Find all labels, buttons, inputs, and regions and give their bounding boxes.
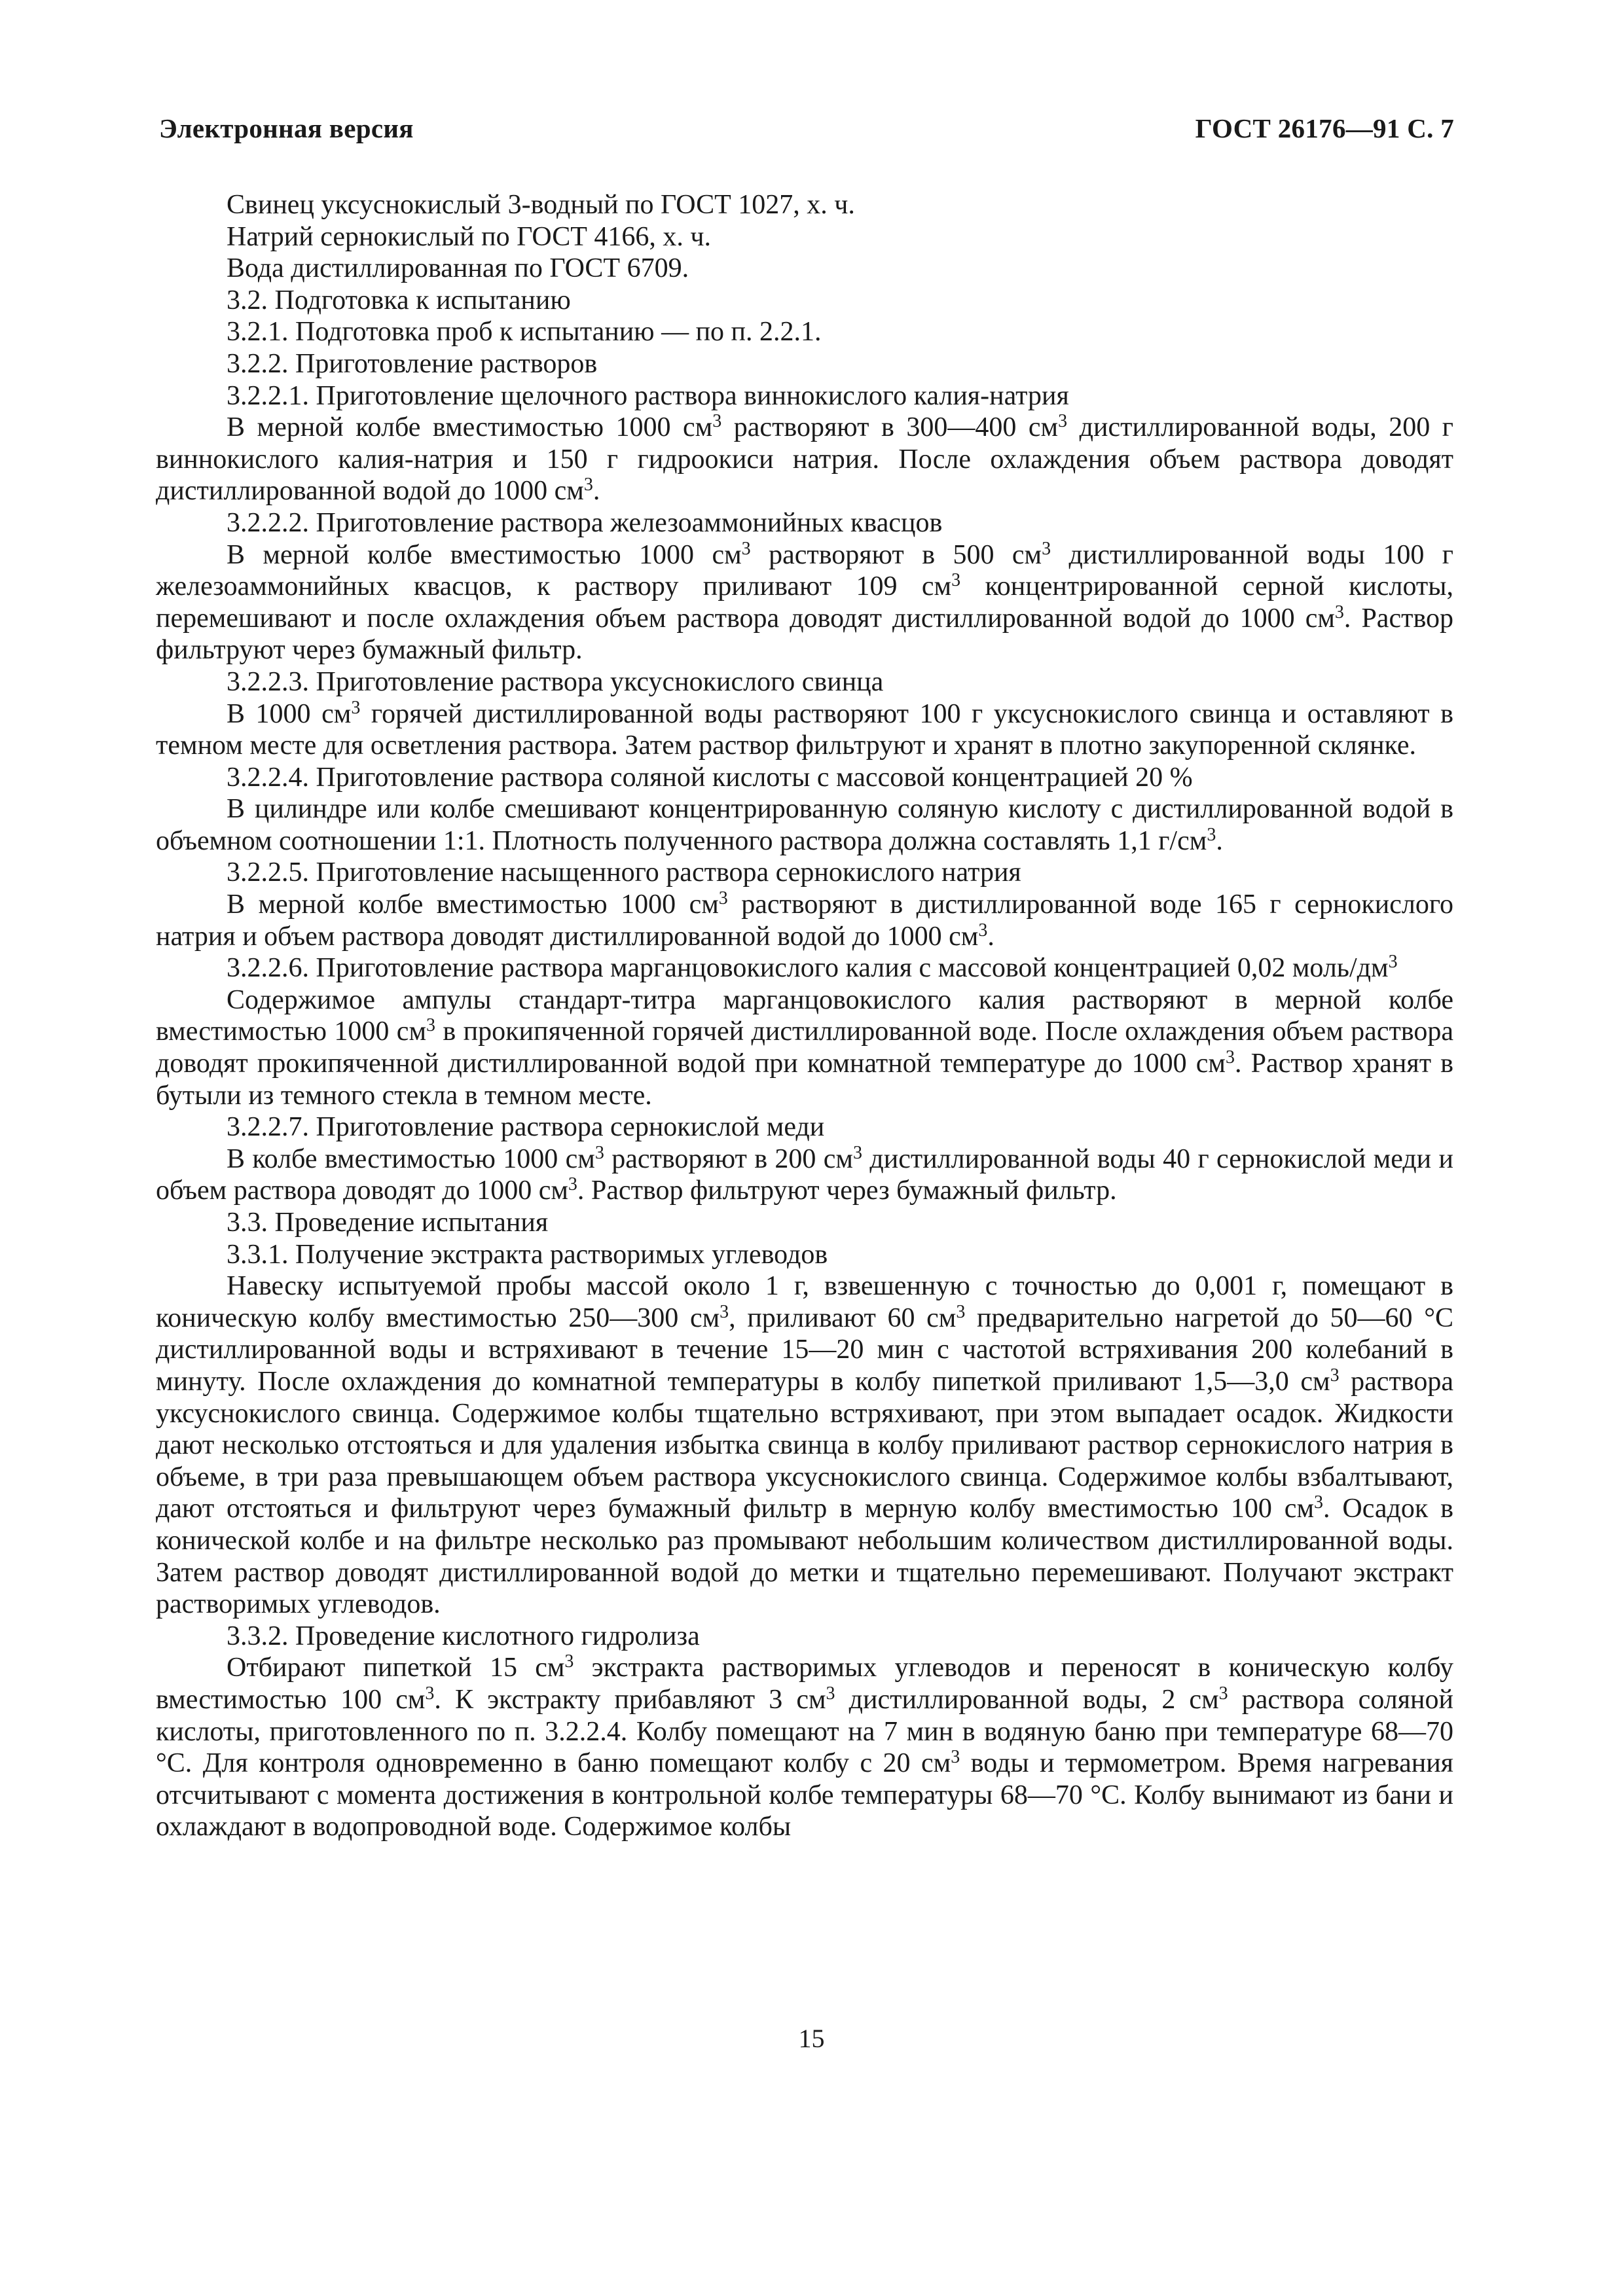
superscript: 3 (951, 1747, 960, 1768)
section-heading: 3.2.2.4. Приготовление раствора соляной кислоты с массовой концентрацией 20 % (227, 762, 1193, 793)
superscript: 3 (1207, 824, 1216, 845)
superscript: 3 (718, 888, 728, 909)
paragraph: В мерной колбе вместимостью 1000 $см^3$ растворяют в 500 $см^3$ дистиллированной воды 100 г железоаммонийных квасцов, к раствору приливают 109 $см^3$ концентрированной серной кислоты, перемешивают и после охлаждения объем раствора доводят дистиллированной водой до 1000 $см^3$. Раствор фильтруют через бумажный фильтр. (156, 538, 1453, 666)
superscript: 3 (425, 1683, 435, 1704)
section-heading: 3.2.2. Приготовление растворов (227, 348, 598, 379)
superscript: 3 (351, 697, 361, 718)
section-heading: 3.2.2.7. Приготовление раствора сернокислой меди (227, 1112, 825, 1143)
superscript: 3 (568, 1174, 577, 1195)
paragraph: В колбе вместимостью 1000 $см^3$ растворяют в 200 $см^3$ дистиллированной воды 40 г сернокислой меди и объем раствора доводят до 1000 $см^3$. Раствор фильтруют через бумажный фильтр. (156, 1142, 1453, 1206)
paragraph: Отбирают пипеткой 15 $см^3$ экстракта растворимых углеводов и переносят в коническую колбу вместимостью 100 $см^3$. К экстракту прибавляют 3 $см^3$ дистиллированной воды, 2 $см^3$ раствора соляной кислоты, приготовленного по п. 3.2.2.4. Колбу помещают на 7 мин в водяную баню при температуре 68—70 °С. Для контроля одновременно в баню помещают колбу с 20 $см^3$ воды и термометром. Время нагревания отсчитывают с момента достижения в контрольной колбе температуры 68—70 °С. Колбу вынимают из бани и охлаждают в водопроводной воде. Содержимое колбы (156, 1651, 1454, 1842)
paragraph: В 1000 $см^3$ горячей дистиллированной воды растворяют 100 г уксуснокислого свинца и оставляют в темном месте для осветления раствора. Затем раствор фильтруют и хранят в плотно закупоренной склянке. (156, 697, 1454, 761)
superscript: 3 (1058, 411, 1068, 432)
body-text (156, 189, 1453, 1843)
superscript: 3 (853, 1142, 863, 1163)
paragraph: Вода дистиллированная по ГОСТ 6709. (227, 253, 689, 284)
superscript: 3 (426, 1015, 436, 1036)
superscript: 3 (1225, 1047, 1235, 1068)
superscript: 3 (1042, 538, 1051, 559)
section-heading: 3.3. Проведение испытания (227, 1208, 549, 1238)
paragraph: Натрий сернокислый по ГОСТ 4166, х. ч. (227, 221, 712, 252)
superscript: 3 (1334, 601, 1344, 622)
paragraph: В мерной колбе вместимостью 1000 $см^3$ растворяют в 300—400 $см^3$ дистиллированной воды, 200 г виннокислого калия-натрия и 150 г гидроокиси натрия. После охлаждения объем раствора доводят дистиллированной водой до 1000 $см^3$. (156, 411, 1454, 507)
paragraph: Навеску испытуемой пробы массой около 1 г, взвешенную с точностью до 0,001 г, помещают в коническую колбу вместимостью 250—300 $см^3$, приливают 60 $см^3$ предварительно нагретой до 50—60 °С дистиллированной воды и встряхивают в течение 15—20 мин с частотой встряхивания 200 колебаний в минуту. После охлаждения до комнатной температуры в колбу пипеткой приливают 1,5—3,0 $см^3$ раствора уксуснокислого свинца. Содержимое колбы тщательно встряхивают, при этом выпадает осадок. Жидкости дают несколько отстояться и для удаления избытка свинца в колбу приливают раствор сернокислого натрия в объеме, в три раза превышающем объем раствора уксуснокислого свинца. Содержимое колбы взбалтывают, дают отстояться и фильтруют через бумажный фильтр в мерную колбу вместимостью 100 $см^3$. Осадок в конической колбе и на фильтре несколько раз промывают небольшим количеством дистиллированной воды. Затем раствор доводят дистиллированной водой до метки и тщательно перемешивают. Получают экстракт растворимых углеводов. (156, 1271, 1454, 1620)
section-heading: 3.2.2.5. Приготовление насыщенного раствора сернокислого натрия (227, 857, 1021, 888)
superscript: 3 (583, 475, 593, 495)
section-heading: 3.2.2.1. Приготовление щелочного раствора виннокислого калия-натрия (227, 380, 1069, 411)
section-heading: 3.2. Подготовка к испытанию (227, 285, 571, 315)
superscript: 3 (1218, 1683, 1228, 1704)
superscript: 3 (1314, 1492, 1324, 1513)
section-heading: 3.2.2.3. Приготовление раствора уксуснокислого свинца (227, 666, 884, 697)
paragraph: Содержимое ампулы стандарт-титра марганцовокислого калия растворяют в мерной колбе вместимостью 1000 $см^3$ в прокипяченной горячей дистиллированной воде. После охлаждения объем раствора доводят прокипяченной дистиллированной водой при комнатной температуре до 1000 $см^3$. Раствор хранят в бутыли из темного стекла в темном месте. (156, 984, 1453, 1111)
page-number: 15 (798, 2024, 825, 2053)
paragraph: В цилиндре или колбе смешивают концентрированную соляную кислоту с дистиллированной водой в объемном соотношении 1:1. Плотность полученного раствора должна составлять 1,1 $г/см^3$. (156, 794, 1453, 856)
superscript: 3 (594, 1142, 604, 1163)
superscript: 3 (951, 570, 961, 591)
superscript: 3 (720, 1301, 729, 1322)
section-heading: 3.2.2.2. Приготовление раствора железоаммонийных квасцов (227, 507, 943, 538)
header-edition-label: Электронная версия (159, 113, 414, 143)
superscript: 3 (712, 411, 722, 432)
section-heading: 3.3.1. Получение экстракта растворимых углеводов (227, 1239, 828, 1270)
superscript: 3 (978, 920, 988, 941)
superscript: 3 (956, 1301, 966, 1322)
superscript: 3 (1388, 952, 1398, 973)
superscript: 3 (826, 1683, 835, 1704)
paragraph: В мерной колбе вместимостью 1000 $см^3$ растворяют в дистиллированной воде 165 г сернокислого натрия и объем раствора доводят дистиллированной водой до 1000 $см^3$. (156, 888, 1454, 952)
superscript: 3 (741, 538, 751, 559)
section-heading: 3.3.2. Проведение кислотного гидролиза (227, 1621, 700, 1651)
header-standard-page-ref: ГОСТ 26176—91 С. 7 (1195, 113, 1454, 143)
superscript: 3 (1330, 1365, 1340, 1386)
paragraph: Свинец уксуснокислый 3-водный по ГОСТ 1027, х. ч. (227, 190, 855, 220)
superscript: 3 (564, 1651, 574, 1672)
section-heading: 3.2.2.6. Приготовление раствора марганцовокислого калия с массовой концентрацией 0,02 моль/$дм^3$ (227, 952, 1398, 984)
section-heading: 3.2.1. Подготовка проб к испытанию — по п. 2.2.1. (227, 317, 822, 348)
